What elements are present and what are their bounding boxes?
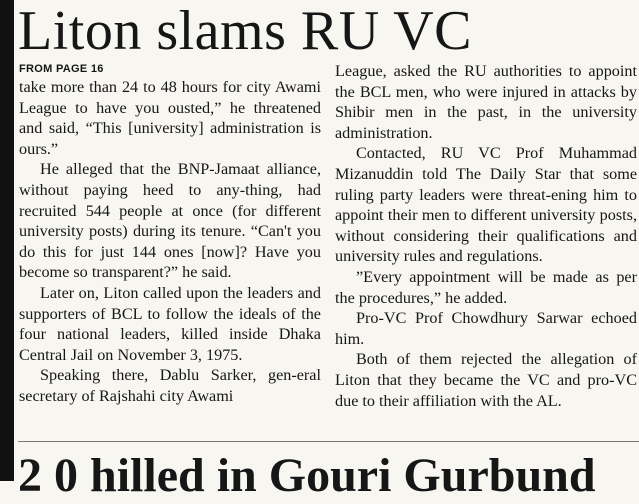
section-divider xyxy=(18,441,639,442)
paragraph: take more than 24 to 48 hours for city Awami League to have you ousted,” he threatened and said, “This [university] administration is ours.” xyxy=(19,78,321,158)
continuation-label: FROM PAGE 16 xyxy=(19,63,104,75)
next-article-headline: 2 0 hilled in Gouri Gurbund xyxy=(18,449,596,502)
paragraph: ”Every appointment will be made as per the procedures,” he added. xyxy=(335,267,637,307)
page-edge-shadow xyxy=(0,0,14,481)
article-column-right xyxy=(335,61,637,411)
paragraph: Speaking there, Dablu Sarker, gen-eral secretary of Rajshahi city Awami xyxy=(19,366,321,405)
paragraph: Pro-VC Prof Chowdhury Sarwar echoed him. xyxy=(335,309,637,348)
paragraph: He alleged that the BNP-Jamaat alliance, without paying heed to any-thing, had recruited 544 people at once (for different university posts) during its tenure. “Can't you do this for just 144 ones [now]? Have you become so transparent?” he said. xyxy=(19,160,321,282)
article-headline: Liton slams RU VC xyxy=(18,0,472,62)
paragraph: Contacted, RU VC Prof Muhammad Mizanuddin told The Daily Star that some ruling party leaders were threat-ening him to appoint their men to different university posts, without considering their qualifications and university rules and regulations. xyxy=(335,144,637,266)
article-column-left xyxy=(19,77,321,407)
paragraph: Both of them rejected the allegation of Liton that they became the VC and pro-VC due to their affiliation with the AL. xyxy=(335,350,637,410)
paragraph: Later on, Liton called upon the leaders and supporters of BCL to follow the ideals of the four national leaders, killed inside Dhaka Central Jail on November 3, 1975. xyxy=(19,283,321,364)
paragraph: League, asked the RU authorities to appoint the BCL men, who were injured in attacks by Shibir men in the past, in the university administration. xyxy=(335,62,637,142)
